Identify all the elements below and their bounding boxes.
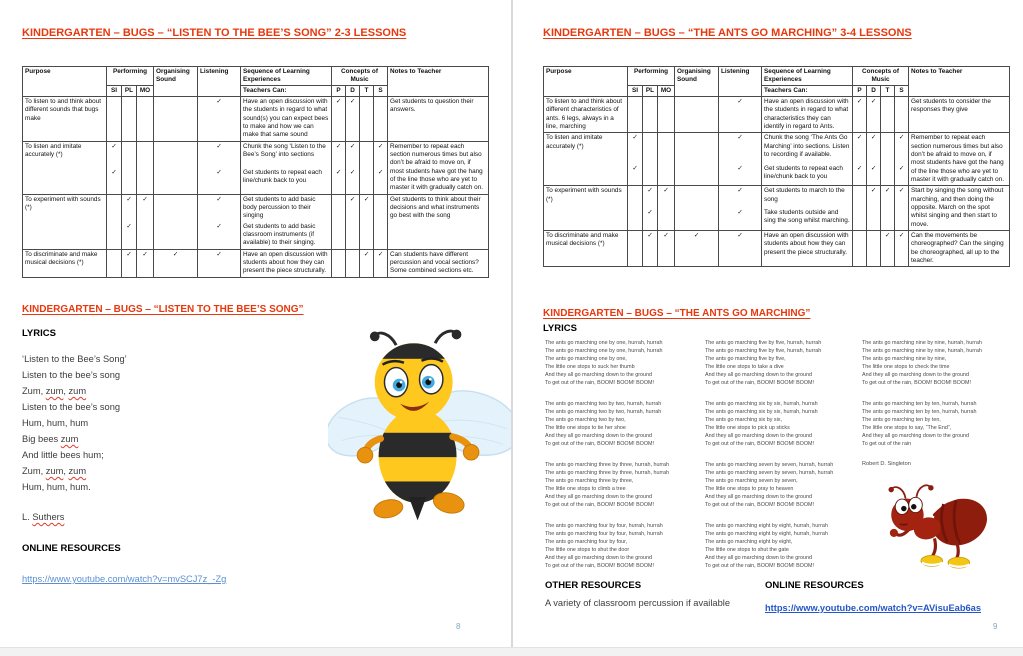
- concept-check-cell: [895, 208, 909, 230]
- check-cell: [658, 164, 675, 186]
- concept-check-cell: ✓: [867, 97, 881, 133]
- lyric-verse: The ants go marching two by two, hurrah, hurrah The ants go marching two by two, hurrah, hurrah The ants go marching two by two, The little one stops to tie her shoe And they all go marching down to the ground To get out of the rain, BOOM! BOOM! BOOM!: [545, 401, 662, 447]
- check-cell: ✓: [628, 164, 643, 186]
- purpose-cell: To listen to and think about different characteristics of ants. 6 legs, always in a line, marching: [544, 97, 628, 133]
- check-cell: ✓: [719, 208, 762, 230]
- concept-check-cell: [881, 164, 895, 186]
- lyric-line: Listen to the bee’s song: [22, 370, 121, 380]
- check-cell: [628, 230, 643, 266]
- header-teachers-can: Teachers Can:: [762, 86, 853, 97]
- lyric-line: Big bees zum: [22, 434, 79, 444]
- sequence-cell: Chunk the song ‘Listen to the Bee’s Song’ into sections: [241, 141, 332, 167]
- check-cell: ✓: [122, 249, 137, 277]
- lyric-verse: The ants go marching eight by eight, hurrah, hurrah The ants go marching eight by eight, hurrah, hurrah The ants go marching eight by eight, The little one stops to shut the gate And they all go marching down to the ground To get out of the rain, BOOM! BOOM! BOOM!: [705, 523, 828, 569]
- sequence-cell: Have an open discussion with the students in regard to what sound(s) you can expect bees to make and how we can make that same sound: [241, 97, 332, 142]
- header-purpose: Purpose: [23, 67, 107, 97]
- check-cell: [628, 208, 643, 230]
- right-page-title: KINDERGARTEN – BUGS – “THE ANTS GO MARCHING” 3-4 LESSONS: [543, 27, 912, 39]
- header-teachers-can: Teachers Can:: [241, 86, 332, 97]
- lyrics-column-2: [705, 339, 860, 583]
- check-cell: ✓: [198, 249, 241, 277]
- lyrics-column-3: [862, 339, 1017, 574]
- right-lesson-table: [543, 66, 1010, 267]
- left-online-resources-heading: ONLINE RESOURCES: [22, 543, 121, 554]
- table-row: [23, 194, 489, 221]
- purpose-cell: To discriminate and make musical decisions (*): [544, 230, 628, 266]
- sequence-cell: Get students to repeat each line/chunk back to you: [762, 164, 853, 186]
- purpose-cell: To listen and imitate accurately (*): [23, 141, 107, 194]
- header-sequence: Sequence of Learning Experiences: [241, 67, 332, 86]
- sequence-cell: Chunk the song ‘The Ants Go Marching’ into sections. Listen to recording if available.: [762, 133, 853, 164]
- left-page: [0, 0, 511, 647]
- lyric-verse: The ants go marching four by four, hurrah, hurrah The ants go marching four by four, hurrah, hurrah The ants go marching four by four, The little one stops to shut the door And they all go marching down to the ground To get out of the rain, BOOM! BOOM! BOOM!: [545, 523, 663, 569]
- header-concepts: Concepts of Music: [853, 67, 909, 86]
- left-section-title: KINDERGARTEN – BUGS – “LISTEN TO THE BEE’S SONG”: [22, 304, 304, 315]
- sequence-cell: Have an open discussion with students about how they can present the piece structurally.: [762, 230, 853, 266]
- table-row: [23, 141, 489, 167]
- right-online-resources-heading: ONLINE RESOURCES: [765, 580, 864, 591]
- check-cell: ✓: [198, 141, 241, 167]
- header-listening: Listening: [198, 67, 241, 97]
- check-cell: [154, 141, 198, 167]
- check-cell: ✓: [719, 186, 762, 208]
- lyric-verse: The ants go marching three by three, hurrah, hurrah The ants go marching three by three, hurrah, hurrah The ants go marching three by three, The little one stops to climb a tree And they all go marching down to the ground To get out of the rain, BOOM! BOOM! BOOM!: [545, 462, 670, 508]
- concept-check-cell: ✓: [853, 164, 867, 186]
- check-cell: ✓: [137, 249, 154, 277]
- check-cell: [643, 164, 658, 186]
- concept-check-cell: [853, 230, 867, 266]
- concept-check-cell: [867, 230, 881, 266]
- sequence-cell: Get students to march to the song: [762, 186, 853, 208]
- header-p: P: [332, 86, 346, 97]
- lyric-verse: The ants go marching one by one, hurrah, hurrah The ants go marching one by one, hurrah, hurrah The ants go marching one by one, The little one stops to suck her thumb And they all go marching down to the ground To get out of the rain, BOOM! BOOM! BOOM!: [545, 340, 663, 386]
- check-cell: [122, 168, 137, 194]
- concept-check-cell: ✓: [346, 141, 360, 167]
- notes-cell: Can students have different percussion and vocal sections? Some combined sections etc.: [388, 249, 489, 277]
- concept-check-cell: ✓: [346, 97, 360, 142]
- right-youtube-link[interactable]: https://www.youtube.com/watch?v=AVisuEab6as: [765, 603, 982, 613]
- check-cell: [628, 97, 643, 133]
- check-cell: [137, 97, 154, 142]
- left-page-title: KINDERGARTEN – BUGS – “LISTEN TO THE BEE’S SONG” 2-3 LESSONS: [22, 27, 407, 39]
- check-cell: [107, 249, 122, 277]
- header-pl: PL: [643, 86, 658, 97]
- purpose-cell: To listen and imitate accurately (*): [544, 133, 628, 186]
- table-row: [544, 133, 1010, 164]
- sequence-cell: Get students to add basic body percussion to their singing: [241, 194, 332, 221]
- header-listening: Listening: [719, 67, 762, 97]
- table-header-row: [23, 67, 489, 86]
- check-cell: ✓: [643, 208, 658, 230]
- check-cell: [658, 133, 675, 164]
- header-t: T: [360, 86, 374, 97]
- lyric-line: L. Suthers: [22, 512, 65, 522]
- table-row: [544, 186, 1010, 208]
- concept-check-cell: ✓: [374, 168, 388, 194]
- check-cell: [628, 186, 643, 208]
- sequence-cell: Take students outside and sing the song whilst marching.: [762, 208, 853, 230]
- header-mo: MO: [658, 86, 675, 97]
- notes-cell: Can the movements be choreographed? Can the singing be choreographed, all up to the teacher.: [909, 230, 1010, 266]
- header-d: D: [867, 86, 881, 97]
- song-attribution: [22, 509, 327, 525]
- header-mo: MO: [137, 86, 154, 97]
- lyric-line: Listen to the bee’s song: [22, 402, 121, 412]
- page-number-right: 9: [993, 622, 998, 631]
- header-concepts: Concepts of Music: [332, 67, 388, 86]
- concept-check-cell: ✓: [895, 164, 909, 186]
- check-cell: [154, 222, 198, 249]
- header-purpose: Purpose: [544, 67, 628, 97]
- check-cell: [154, 194, 198, 221]
- header-s: S: [374, 86, 388, 97]
- check-cell: [658, 97, 675, 133]
- concept-check-cell: ✓: [881, 230, 895, 266]
- concept-check-cell: ✓: [867, 164, 881, 186]
- check-cell: ✓: [643, 186, 658, 208]
- concept-check-cell: [346, 222, 360, 249]
- ant-illustration: [880, 477, 998, 569]
- header-si: SI: [107, 86, 122, 97]
- left-lyrics-heading: LYRICS: [22, 328, 56, 339]
- concept-check-cell: ✓: [853, 133, 867, 164]
- concept-check-cell: ✓: [895, 230, 909, 266]
- lyric-line: ‘Listen to the Bee’s Song’: [22, 354, 127, 364]
- notes-cell: Get students to think about their decisions and what instruments go best with the song: [388, 194, 489, 249]
- header-notes: Notes to Teacher: [909, 67, 1010, 97]
- table-row: [23, 97, 489, 142]
- concept-check-cell: ✓: [374, 141, 388, 167]
- lyrics-column-1: [545, 339, 700, 583]
- table-row: [544, 97, 1010, 133]
- check-cell: [137, 168, 154, 194]
- check-cell: ✓: [107, 141, 122, 167]
- concept-check-cell: [360, 168, 374, 194]
- sequence-cell: Have an open discussion with students about how they can present the piece structurally.: [241, 249, 332, 277]
- concept-check-cell: ✓: [332, 141, 346, 167]
- check-cell: [675, 97, 719, 133]
- check-cell: [122, 141, 137, 167]
- concept-check-cell: [867, 208, 881, 230]
- lyric-verse: The ants go marching six by six, hurrah, hurrah The ants go marching six by six, hurrah, hurrah The ants go marching six by six, The little one stops to pick up sticks And they all go marching down to the ground To get out of the rain, BOOM! BOOM! BOOM!: [705, 401, 818, 447]
- check-cell: ✓: [675, 230, 719, 266]
- right-page: [513, 0, 1023, 647]
- check-cell: [154, 97, 198, 142]
- concept-check-cell: [853, 208, 867, 230]
- concept-check-cell: ✓: [360, 194, 374, 221]
- lyric-verse: The ants go marching five by five, hurrah, hurrah The ants go marching five by five, hurrah, hurrah The ants go marching five by five, The little one stops to take a dive And they all go marching down to the ground To get out of the rain, BOOM! BOOM! BOOM!: [705, 340, 822, 386]
- purpose-cell: To experiment with sounds (*): [544, 186, 628, 231]
- check-cell: ✓: [643, 230, 658, 266]
- concept-check-cell: [881, 97, 895, 133]
- left-lyrics: [22, 351, 327, 495]
- notes-cell: Remember to repeat each section numerous times but also don’t be afraid to move on, if most students have got the hang of the line those who are yet to master it with gradually catch on.: [388, 141, 489, 194]
- check-cell: ✓: [719, 133, 762, 164]
- concept-check-cell: [374, 194, 388, 221]
- concept-check-cell: [360, 141, 374, 167]
- concept-check-cell: ✓: [867, 186, 881, 208]
- sequence-cell: Have an open discussion with the students in regard to what characteristics they can identify in regard to Ants.: [762, 97, 853, 133]
- notes-cell: Get students to consider the responses they give: [909, 97, 1010, 133]
- lyric-line: Zum, zum, zum: [22, 466, 87, 476]
- check-cell: ✓: [198, 97, 241, 142]
- concept-check-cell: ✓: [332, 168, 346, 194]
- table-row: [23, 249, 489, 277]
- concept-check-cell: [374, 222, 388, 249]
- check-cell: [137, 141, 154, 167]
- check-cell: ✓: [719, 97, 762, 133]
- header-performing: Performing: [628, 67, 675, 86]
- check-cell: ✓: [107, 168, 122, 194]
- table-header-row: [544, 67, 1010, 86]
- concept-check-cell: ✓: [895, 133, 909, 164]
- check-cell: ✓: [658, 186, 675, 208]
- lyric-line: Hum, hum, hum: [22, 418, 89, 428]
- notes-cell: Start by singing the song without marching, and then doing the opposite. March on the spot whilst singing and then start to move.: [909, 186, 1010, 231]
- concept-check-cell: [332, 222, 346, 249]
- header-t: T: [881, 86, 895, 97]
- check-cell: [154, 168, 198, 194]
- check-cell: [643, 97, 658, 133]
- concept-check-cell: ✓: [867, 133, 881, 164]
- lyric-line: Zum, zum, zum: [22, 386, 87, 396]
- check-cell: [658, 208, 675, 230]
- check-cell: ✓: [122, 222, 137, 249]
- header-organising-sound: Organising Sound: [154, 67, 198, 97]
- check-cell: ✓: [628, 133, 643, 164]
- right-lyrics-heading: LYRICS: [543, 323, 577, 334]
- check-cell: [675, 164, 719, 186]
- check-cell: [107, 97, 122, 142]
- lyric-line: Hum, hum, hum.: [22, 482, 91, 492]
- concept-check-cell: ✓: [853, 97, 867, 133]
- concept-check-cell: [853, 186, 867, 208]
- header-performing: Performing: [107, 67, 154, 86]
- concept-check-cell: [332, 194, 346, 221]
- header-organising-sound: Organising Sound: [675, 67, 719, 97]
- header-notes: Notes to Teacher: [388, 67, 489, 97]
- header-si: SI: [628, 86, 643, 97]
- check-cell: ✓: [198, 168, 241, 194]
- sequence-cell: Get students to repeat each line/chunk back to you: [241, 168, 332, 194]
- check-cell: [107, 194, 122, 221]
- check-cell: ✓: [154, 249, 198, 277]
- lyric-verse: The ants go marching seven by seven, hurrah, hurrah The ants go marching seven by seven, hurrah, hurrah The ants go marching seven by seven, The little one stops to pray to heaven And they all go marching down to the ground To get out of the rain, BOOM! BOOM! BOOM!: [705, 462, 834, 508]
- concept-check-cell: [374, 97, 388, 142]
- check-cell: [675, 208, 719, 230]
- concept-check-cell: [346, 249, 360, 277]
- check-cell: [107, 222, 122, 249]
- concept-check-cell: [881, 208, 895, 230]
- song-attribution: Robert D. Singleton: [862, 461, 911, 467]
- concept-check-cell: ✓: [346, 168, 360, 194]
- bee-illustration: [328, 326, 513, 524]
- check-cell: ✓: [122, 194, 137, 221]
- lyric-verse: The ants go marching nine by nine, hurrah, hurrah The ants go marching nine by nine, hurrah, hurrah The ants go marching nine by nine, The little one stops to check the time And they all go marching down to the ground To get out of the rain, BOOM! BOOM! BOOM!: [862, 340, 982, 386]
- concept-check-cell: [895, 97, 909, 133]
- concept-check-cell: ✓: [895, 186, 909, 208]
- check-cell: ✓: [137, 194, 154, 221]
- concept-check-cell: ✓: [881, 186, 895, 208]
- page-number-left: 8: [456, 622, 461, 631]
- lyric-line: And little bees hum;: [22, 450, 104, 460]
- concept-check-cell: ✓: [332, 97, 346, 142]
- sequence-cell: Get students to add basic classroom instruments (if available) to their singing.: [241, 222, 332, 249]
- check-cell: [122, 97, 137, 142]
- check-cell: [675, 186, 719, 208]
- check-cell: ✓: [658, 230, 675, 266]
- check-cell: ✓: [198, 222, 241, 249]
- concept-check-cell: [881, 133, 895, 164]
- purpose-cell: To discriminate and make musical decisions (*): [23, 249, 107, 277]
- concept-check-cell: ✓: [346, 194, 360, 221]
- check-cell: [675, 133, 719, 164]
- header-s: S: [895, 86, 909, 97]
- check-cell: [137, 222, 154, 249]
- header-pl: PL: [122, 86, 137, 97]
- notes-cell: Remember to repeat each section numerous times but also don’t be afraid to move on, if most students have got the hang of the line those who are yet to master it with gradually catch on.: [909, 133, 1010, 186]
- other-resources-heading: OTHER RESOURCES: [545, 580, 642, 591]
- left-youtube-link[interactable]: https://www.youtube.com/watch?v=mvSCJ7z_-Zg: [22, 574, 227, 584]
- header-sequence: Sequence of Learning Experiences: [762, 67, 853, 86]
- check-cell: ✓: [719, 230, 762, 266]
- header-p: P: [853, 86, 867, 97]
- header-d: D: [346, 86, 360, 97]
- purpose-cell: To experiment with sounds (*): [23, 194, 107, 249]
- other-resources-text: A variety of classroom percussion if available: [545, 598, 730, 608]
- right-section-title: KINDERGARTEN – BUGS – “THE ANTS GO MARCHING”: [543, 308, 811, 319]
- concept-check-cell: ✓: [360, 249, 374, 277]
- check-cell: [643, 133, 658, 164]
- purpose-cell: To listen to and think about different sounds that bugs make: [23, 97, 107, 142]
- notes-cell: Get students to question their answers.: [388, 97, 489, 142]
- concept-check-cell: ✓: [374, 249, 388, 277]
- table-row: [544, 230, 1010, 266]
- left-lesson-table: [22, 66, 489, 278]
- concept-check-cell: [360, 97, 374, 142]
- check-cell: ✓: [719, 164, 762, 186]
- check-cell: ✓: [198, 194, 241, 221]
- concept-check-cell: [332, 249, 346, 277]
- lyric-verse: The ants go marching ten by ten, hurrah, hurrah The ants go marching ten by ten, hurrah, hurrah The ants go marching ten by ten, The little one stops to say, “The End”, And they all go marching down to the ground To get out of the rain: [862, 401, 977, 447]
- concept-check-cell: [360, 222, 374, 249]
